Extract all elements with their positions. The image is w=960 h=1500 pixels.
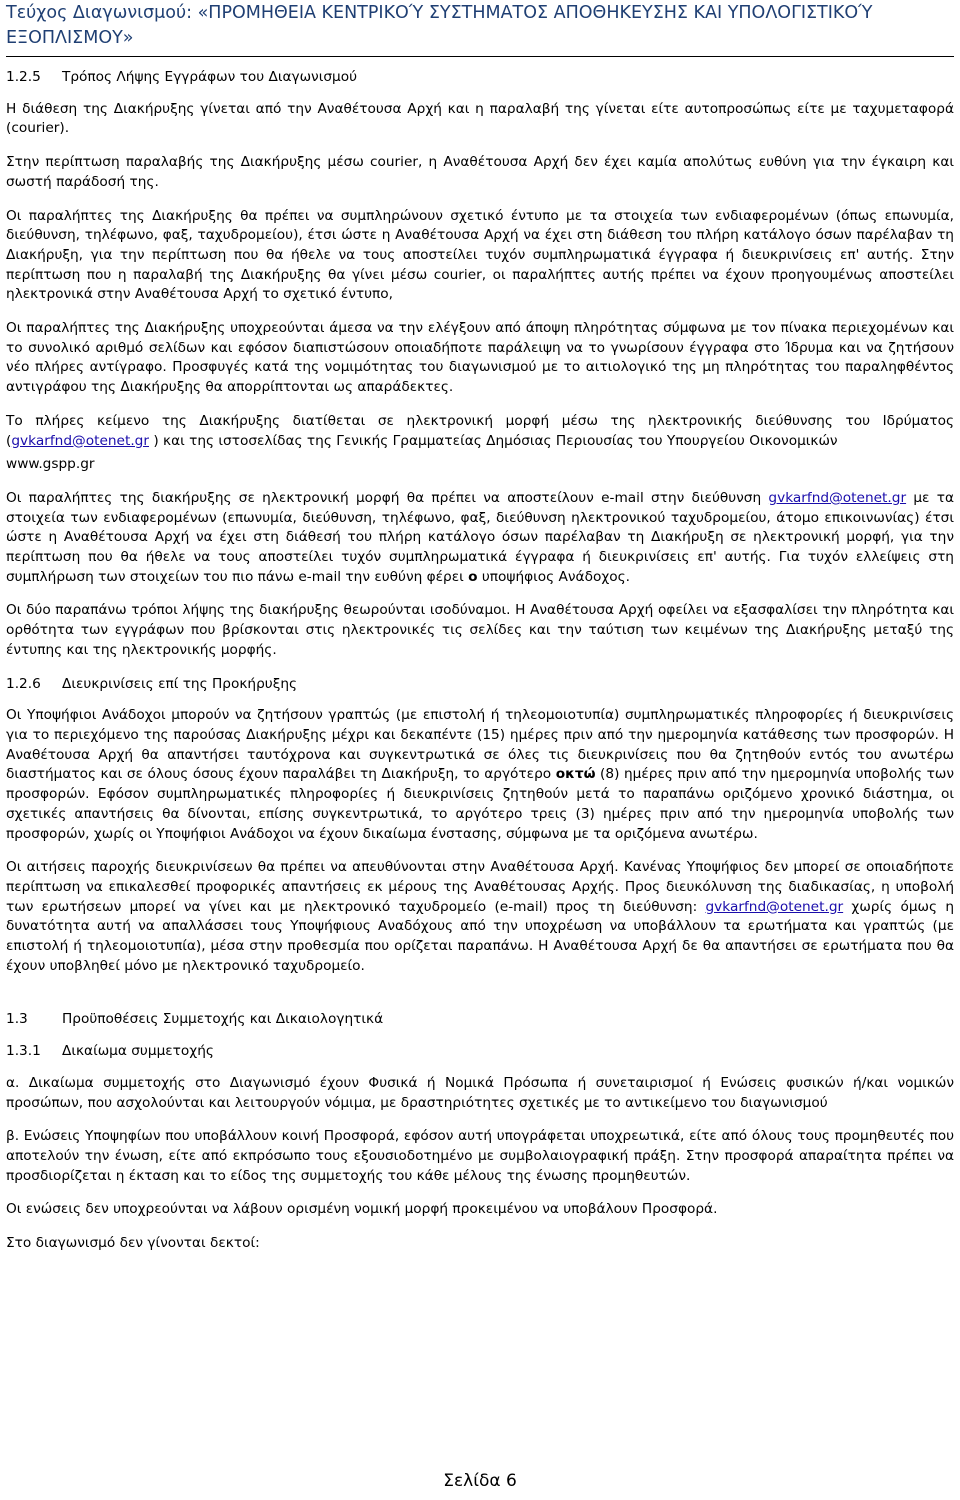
paragraph: Οι δύο παραπάνω τρόποι λήψης της διακήρυξης θεωρούνται ισοδύναμοι. Η Αναθέτουσα Αρχή οφείλει να εξασφαλίσει την πληρότητα και ορθότητα των εγγράφων που βρίσκονται στις ηλεκτρονικές τις σελίδες και την ταύτιση των κειμένων της Διακήρυξης μεταξύ της έντυπης και της ηλεκτρονικής μορφής.: [6, 602, 954, 658]
text-run: Το πλήρες κείμενο της Διακήρυξης διατίθεται σε ηλεκτρονική μορφή μέσω της ηλεκτρονικής διεύθυνσης του Ιδρύματος (: [6, 412, 954, 449]
paragraph: Στην περίπτωση παραλαβής της Διακήρυξης μέσω courier, η Αναθέτουσα Αρχή δεν έχει καμία απολύτως ευθύνη για την έγκαιρη και σωστή παράδοσή της.: [6, 154, 954, 190]
paragraph: [6, 858, 954, 976]
text-run: με τα στοιχεία των ενδιαφερομένων (επωνυμία, διεύθυνση, τηλέφωνο, φαξ, διεύθυνση ηλεκτρονικού ταχυδρομείου, άτομο επικοινωνίας) έτσι ώστε η Αναθέτουσα Αρχή να έχει στη διάθεσή του πλήρη κατάλογο όσων παρέλαβαν τη Διακήρυξη σε ηλεκτρονική μορφή, για την περίπτωση που θα ήθελε να τους αποστείλει τυχόν συμπληρωματικά έγγραφα ή διευκρινίσεις επ' αυτής. Για τυχόν ελλείψεις στη συμπλήρωση των στοιχείων του πιο πάνω e-mail την ευθύνη φέρει: [6, 489, 954, 585]
bold-text: ο: [468, 568, 478, 585]
section-number: 1.2.5: [6, 69, 41, 85]
text-run: ) και της ιστοσελίδας της Γενικής Γραμματείας Δημόσιας Περιουσίας του Υπουργείου Οικονομικών: [149, 432, 838, 449]
text-run: Οι αιτήσεις παροχής διευκρινίσεων θα πρέπει να απευθύνονται στην Αναθέτουσα Αρχή. Κανένας Υποψήφιος δεν μπορεί σε οποιαδήποτε περίπτωση να επικαλεσθεί προφορικές απαντήσεις εκ μέρους της Αναθέτουσας Αρχής. Προς διευκόλυνση της διαδικασίας, η υποβολή των ερωτήσεων μπορεί να γίνει και με ηλεκτρονικό ταχυδρομείο (e-mail) προς τη διεύθυνση:: [6, 859, 954, 915]
email-link[interactable]: gvkarfnd@otenet.gr: [768, 489, 907, 506]
text-run: χωρίς όμως η δυνατότητα αυτή να απαλλάσσει τους Υποψήφιους Αναδόχους από την υποχρέωση να υποβάλλουν τα ερωτήματα και γραπτώς (με επιστολή ή τηλεομοιοτυπία), μέσα στην προθεσμία που ορίζεται παραπάνω. Η Αναθέτουσα Αρχή δε θα απαντήσει σε ερωτήματα που θα έχουν υποβληθεί μόνο με ηλεκτρονικό ταχυδρομείο.: [6, 898, 954, 974]
text-run: Οι παραλήπτες της διακήρυξης σε ηλεκτρονική μορφή θα πρέπει να αποστείλουν e-mail στην διεύθυνση: [6, 489, 769, 506]
section-title: Προϋποθέσεις Συμμετοχής και Δικαιολογητικά: [62, 1011, 384, 1028]
section-heading-1-2-5: [6, 68, 954, 88]
section-title: Τρόπος Λήψης Εγγράφων του Διαγωνισμού: [62, 69, 358, 85]
text-run: υποψήφιος Ανάδοχος.: [477, 568, 630, 585]
section-heading-1-2-6: [6, 675, 954, 695]
paragraph: α. Δικαίωμα συμμετοχής στο Διαγωνισμό έχουν Φυσικά ή Νομικά Πρόσωπα ή συνεταιρισμοί ή Ενώσεις φυσικών ή/και νομικών προσώπων, που ασχολούνται και λειτουργούν νόμιμα, με δραστηριότητες σχετικές με το αντικείμενο του διαγωνισμού: [6, 1074, 954, 1111]
paragraph: Η διάθεση της Διακήρυξης γίνεται από την Αναθέτουσα Αρχή και η παραλαβή της γίνεται είτε αυτοπροσώπως είτε με ταχυμεταφορά (courier).: [6, 100, 954, 137]
paragraph: [6, 706, 954, 844]
text-run: (8) ημέρες πριν από την ημερομηνία υποβολής των προσφορών. Εφόσον συμπληρωματικές πληροφορίες ή διευκρινίσεις ζητηθούν μετά το παραπάνω οριζόμενο χρονικό διάστημα, οι σχετικές απαντήσεις θα δίνονται, επίσης συγκεντρωτικά, το αργότερο τρεις (3) ημέρες πριν από την ημερομηνία υποβολής των προσφορών, χωρίς οι Υποψήφιοι Ανάδοχοι να έχουν δικαίωμα ένστασης, σύμφωνα με τα οριζόμενα ανωτέρω.: [6, 766, 954, 842]
paragraph: Οι ενώσεις δεν υποχρεούνται να λάβουν ορισμένη νομική μορφή προκειμένου να υποβάλουν Προσφορά.: [6, 1201, 718, 1218]
text-run: Οι Υποψήφιοι Ανάδοχοι μπορούν να ζητήσουν γραπτώς (με επιστολή ή τηλεομοιοτυπία) συμπληρωματικές πληροφορίες ή διευκρινίσεις για το περιεχόμενο της παρούσας Διακήρυξης μέχρι και δεκαπέντε (15) ημέρες πριν από την ημερομηνία κατάθεσης των προσφορών. Η Αναθέτουσα Αρχή θα απαντήσει ταυτόχρονα και συγκεντρωτικά σε όλες τις διευκρινίσεις που θα ζητηθούν εντός του ανωτέρω διαστήματος και σε όλους όσους έχουν παραλάβει τη Διακήρυξη, το αργότερο: [6, 707, 954, 783]
email-link[interactable]: gvkarfnd@otenet.gr: [705, 898, 844, 915]
document-header-title: Τεύχος Διαγωνισμού: «ΠΡΟΜΗΘΕΙΑ ΚΕΝΤΡΙΚΟΎ ΣΥΣΤΗΜΑΤΟΣ ΑΠΟΘΗΚΕΥΣΗΣ ΚΑΙ ΥΠΟΛΟΓΙΣΤΙΚΟΎ ΕΞΟΠΛΙΣΜΟΥ»: [6, 3, 873, 48]
website-text: www.gspp.gr: [6, 456, 95, 473]
section-heading-1-3: [6, 1010, 954, 1030]
paragraph: Στο διαγωνισμό δεν γίνονται δεκτοί:: [6, 1235, 260, 1252]
document-body: [6, 68, 954, 1268]
section-title: Διευκρινίσεις επί της Προκήρυξης: [62, 675, 298, 692]
paragraph: Οι παραλήπτες της Διακήρυξης υποχρεούνται άμεσα να την ελέγξουν από άποψη πληρότητας σύμφωνα με τον πίνακα περιεχομένων και το συνολικό αριθμό σελίδων και εφόσον διαπιστώσουν οποιαδήποτε παράλειψη να το γνωρίσουν έγγραφα στο Ίδρυμα και να ζητήσουν νέο πλήρες αντίγραφο. Προσφυγές κατά της νομιμότητας του διαγωνισμού με το αιτιολογικό της μη πληρότητας του παραληφθέντος αντιγράφου της Διακήρυξης θα απορρίπτονται ως απαράδεκτες.: [6, 320, 954, 396]
section-number: 1.3: [6, 1011, 28, 1028]
paragraph: [6, 489, 954, 588]
paragraph: Οι παραλήπτες της Διακήρυξης θα πρέπει να συμπληρώνουν σχετικό έντυπο με τα στοιχεία των ενδιαφερομένων (όπως επωνυμία, διεύθυνση, τηλέφωνο, φαξ, ταχυδρομείου), έτσι ώστε η Αναθέτουσα Αρχή να έχει στη διάθεση του πλήρη κατάλογο όσων παρέλαβαν τη Διακήρυξη, για την περίπτωση που θα ήθελε να τους αποστείλει τυχόν συμπληρωματικά έγγραφα ή διευκρινίσεις επ' αυτής. Στην περίπτωση που η παραλαβή της Διακήρυξης θα γίνει μέσω courier, οι παραλήπτες αυτής πρέπει να έχουν προηγουμένως αποστείλει ηλεκτρονικά στην Αναθέτουσα Αρχή το σχετικό έντυπο,: [6, 207, 954, 303]
email-link[interactable]: gvkarfnd@otenet.gr: [11, 432, 149, 449]
page-number: Σελίδα 6: [443, 1471, 517, 1491]
section-number: 1.2.6: [6, 675, 41, 692]
section-number: 1.3.1: [6, 1043, 41, 1060]
paragraph: β. Ενώσεις Υποψηφίων που υποβάλλουν κοινή Προσφορά, εφόσον αυτή υπογράφεται υποχρεωτικά, είτε από όλους τους προμηθευτές που αποτελούν την ένωση, είτε από εκπρόσωπο τους εξουσιοδοτημένο με συμβολαιογραφική πράξη. Στην προσφορά απαραίτητα πρέπει να προσδιορίζεται η έκταση και το είδος της συμμετοχής του κάθε μέλους της ένωσης προμηθευτών.: [6, 1128, 954, 1184]
section-heading-1-3-1: [6, 1042, 954, 1062]
bold-text: οκτώ: [555, 766, 596, 783]
section-title: Δικαίωμα συμμετοχής: [62, 1043, 214, 1060]
paragraph: [6, 412, 954, 451]
header-divider: [6, 56, 954, 57]
